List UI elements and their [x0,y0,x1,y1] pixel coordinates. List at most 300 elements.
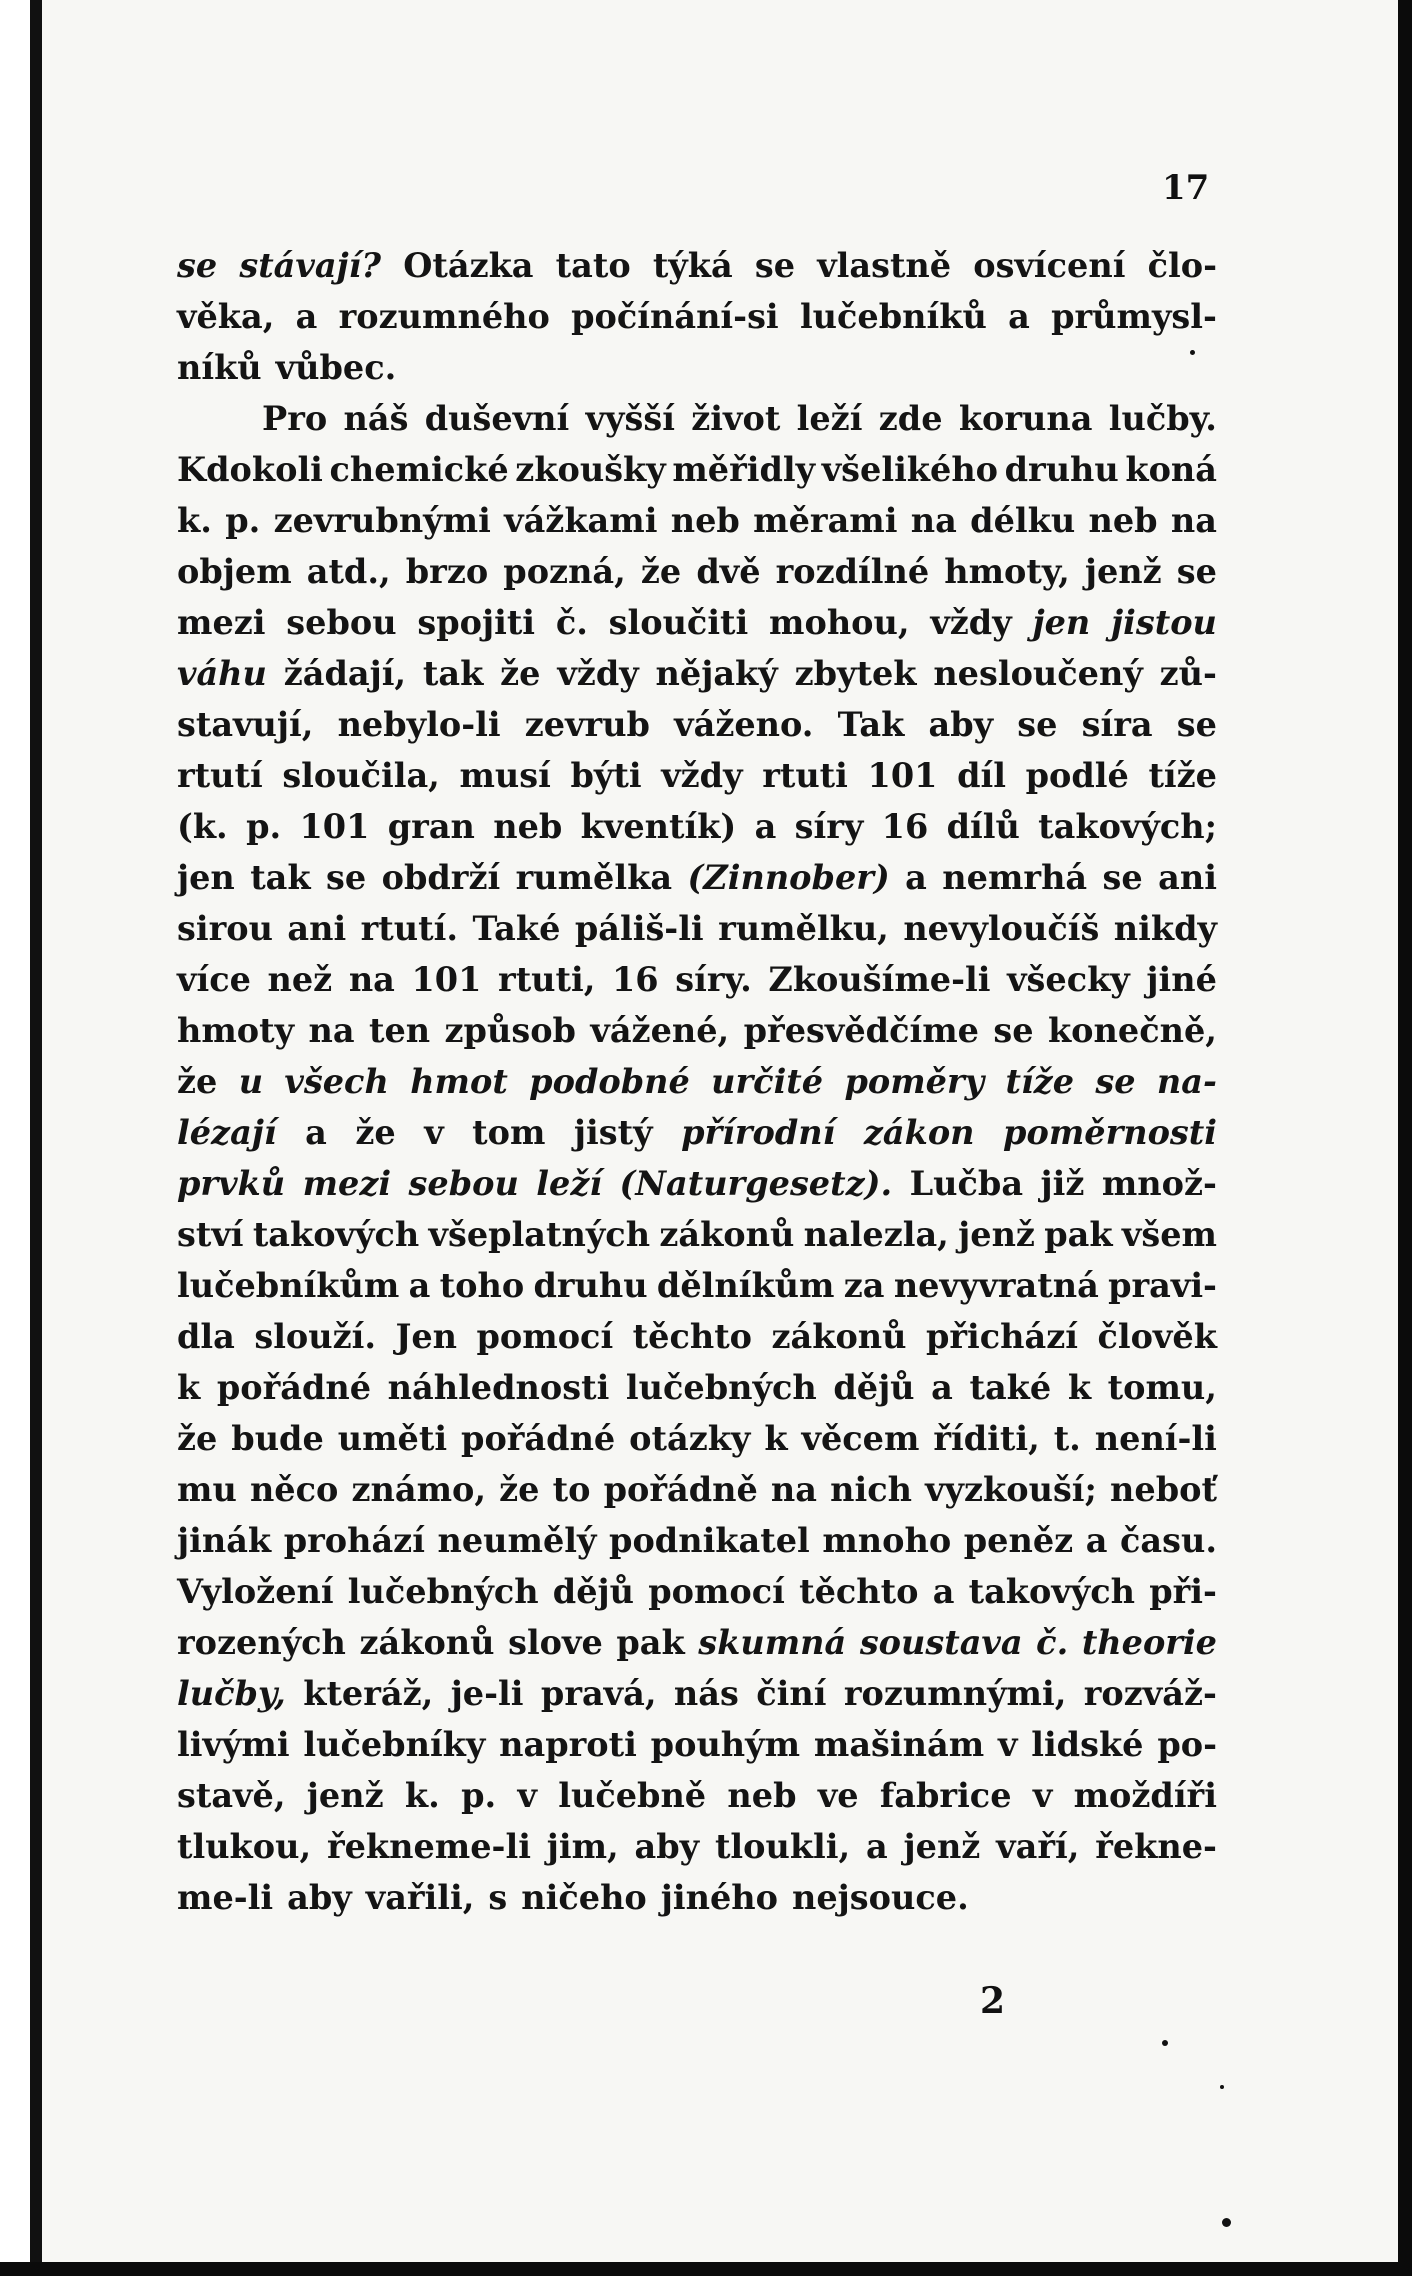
word: pozná, [503,552,626,591]
word: a [1008,297,1030,336]
word: na [1170,501,1217,540]
word: zů- [1159,654,1217,693]
word: se [326,858,367,897]
word: a [905,858,927,897]
word: zákonů [659,1215,795,1254]
text-line [177,1770,1217,1821]
text-line [177,1362,1217,1413]
word: č. [555,603,588,642]
word: a [865,1827,888,1866]
word: takových; [1038,807,1217,846]
word: druhu [533,1266,648,1305]
word: tloukli, [714,1827,851,1866]
word: vážené, [590,1011,730,1050]
word: Kdokoli [177,450,323,489]
text-line [177,1515,1217,1566]
word: duševní [424,399,570,438]
text-line [177,495,1217,546]
signature-mark: 2 [980,1980,1006,2022]
word: je-li [450,1674,524,1713]
word: vůbec. [275,348,397,387]
word: vždy [930,603,1012,642]
word: musí [459,756,551,795]
text-line [177,1719,1217,1770]
word: Také [472,909,561,948]
word: dvě [696,552,761,591]
word: neb [493,807,563,846]
word: poměry [844,1062,985,1101]
word: Tak [837,705,905,744]
word: pomocí [648,1572,785,1611]
word: řekne- [1095,1827,1217,1866]
word: náhlednosti [387,1368,610,1407]
word: že [499,1470,540,1509]
word: tato [555,246,631,285]
word: množ- [1101,1164,1217,1203]
word: ani [287,909,347,948]
word: lučby. [1108,399,1217,438]
word: kventík) [580,807,737,846]
dust-speck [1190,350,1195,355]
word: jenž [958,1215,1035,1254]
word: se [1176,705,1217,744]
word: Vyložení [177,1572,334,1611]
word: osvícení [973,246,1126,285]
word: těchto [799,1572,919,1611]
word: pak [616,1623,685,1662]
word: sebou [286,603,397,642]
word: se [754,246,796,285]
word: takových [968,1572,1136,1611]
word: podobné [529,1062,690,1101]
word: neb [1088,501,1158,540]
word: neb [670,501,740,540]
word: v [997,1725,1018,1764]
word: Jen [395,1317,458,1356]
body-text [177,240,1217,1923]
text-line [177,240,1217,291]
word: tak [422,654,484,693]
text-line [177,1209,1217,1260]
word: nevyloučíš [903,909,1100,948]
word: vážkami [504,501,658,540]
word: těchto [632,1317,753,1356]
word: mnoho [822,1521,952,1560]
word: pořádné [216,1368,372,1407]
word: jen [177,858,235,897]
word: rozumnými, [843,1674,1067,1713]
word: přichází [925,1317,1078,1356]
word: tomu, [1107,1368,1217,1407]
word: že [177,1062,218,1101]
word: mohou, [769,603,910,642]
word: času. [1120,1521,1217,1560]
word: leží [536,1164,603,1203]
word: k [1067,1368,1092,1407]
word: jiné [1146,960,1217,999]
word: známo, [351,1470,487,1509]
word: nebylo-li [337,705,501,744]
word: aby [928,705,994,744]
word: a [931,1368,953,1407]
word: kteráž, [303,1674,434,1713]
word: že [177,1419,218,1458]
text-line [177,648,1217,699]
word: hmoty, [944,552,1070,591]
dust-speck [1220,2085,1224,2089]
word: Lučba [909,1164,1024,1203]
word: objem [177,552,292,591]
word: níků [177,348,262,387]
text-line [177,1260,1217,1311]
text-line [177,903,1217,954]
word: tíže [1005,1062,1075,1101]
word: zevrubnými [273,501,491,540]
word: zkoušky [515,450,666,489]
word: sirou [177,909,273,948]
word: jen [1032,603,1091,642]
word: v [517,1776,537,1815]
word: rtuti [762,756,848,795]
text-line [177,1056,1217,1107]
book-page [42,0,1398,2276]
word: k. [404,1776,440,1815]
word: síry [794,807,864,846]
word: k [764,1419,788,1458]
text-line [177,1311,1217,1362]
word: již [1040,1164,1085,1203]
word: říditi, [933,1419,1040,1458]
word: tak [250,858,311,897]
word: se [1176,552,1217,591]
word: délku [970,501,1076,540]
word: zbytek [794,654,917,693]
word: (k. [177,807,228,846]
page-number: 17 [1162,168,1210,208]
word: měřidly [672,450,816,489]
word: neboť [1110,1470,1217,1509]
word: nalezla, [803,1215,949,1254]
word: uměti [337,1419,448,1458]
word: nemrhá [942,858,1088,897]
word: vařili, [365,1878,475,1917]
word: žádají, [283,654,407,693]
text-line [177,1158,1217,1209]
word: náš [343,399,409,438]
word: jenž [306,1776,384,1815]
word: mezi [302,1164,392,1203]
word: díl [957,756,1006,795]
word: všeplatných [428,1215,651,1254]
word: po- [1157,1725,1217,1764]
word: všelikého [821,450,999,489]
word: jistý [573,1113,653,1152]
word: průmysl- [1051,297,1217,336]
word: nesloučený [933,654,1143,693]
word: Pro [262,399,328,438]
text-line [177,342,1217,393]
word: tíže [1148,756,1217,795]
word: a [408,1266,431,1305]
word: týká [652,246,733,285]
word: nás [673,1674,739,1713]
word: se [1095,1062,1136,1101]
word: na [308,1011,355,1050]
word: není-li [1094,1419,1217,1458]
word: mašinám [813,1725,985,1764]
word: ve [817,1776,859,1815]
text-line [177,1821,1217,1872]
word: nějaký [655,654,778,693]
word: na- [1156,1062,1217,1101]
word: že [500,654,541,693]
word: rozváž- [1083,1674,1217,1713]
word: rozdílné [775,552,930,591]
word: vyzkouší; [925,1470,1097,1509]
word: poměrnosti [1003,1113,1217,1152]
word: sloučila, [282,756,440,795]
word: stavují, [177,705,314,744]
word: lučebných [347,1572,539,1611]
word: se [1017,705,1058,744]
word: prvků [177,1164,286,1203]
word: (Naturgesetz). [619,1164,893,1203]
text-line [177,597,1217,648]
word: mu [177,1470,237,1509]
word: na [910,501,957,540]
word: lučebníky [303,1725,486,1764]
word: všem [1121,1215,1217,1254]
word: člo- [1147,246,1217,285]
word: spojiti [417,603,536,642]
word: podnikatel [609,1521,810,1560]
word: a [754,807,777,846]
word: jim, [546,1827,619,1866]
word: 16 [881,807,929,846]
word: leží [796,399,863,438]
word: počínání-si [571,297,779,336]
word: více [177,960,251,999]
text-line [177,1566,1217,1617]
word: se [993,1011,1034,1050]
word: věcem [801,1419,920,1458]
word: přírodní [681,1113,836,1152]
word: k. [177,501,212,540]
text-line [177,444,1217,495]
word: jinák [177,1521,272,1560]
word: s [488,1878,508,1917]
text-line [177,393,1217,444]
word: zákonů [359,1623,495,1662]
word: sebou [408,1164,519,1203]
word: Zkoušíme-li [768,960,991,999]
text-line [177,546,1217,597]
word: 101 [867,756,938,795]
word: moždíři [1073,1776,1217,1815]
word: dějů [552,1572,635,1611]
word: aby [287,1878,352,1917]
word: v [1032,1776,1053,1815]
word: věka, [177,297,275,336]
word: rtuti, [498,960,596,999]
word: život [691,399,781,438]
word: tom [472,1113,546,1152]
word: t. [1053,1419,1081,1458]
word: lézají [177,1113,277,1152]
scan-bottom-edge [0,2262,1412,2276]
word: hmot [410,1062,508,1101]
word: lidské [1031,1725,1144,1764]
word: soustava [859,1623,1023,1662]
word: všecky [1007,960,1130,999]
word: Otázka [403,246,534,285]
word: dějů [833,1368,915,1407]
word: pořádně [603,1470,758,1509]
word: lučebných [625,1368,817,1407]
word: p. [225,501,261,540]
text-line [177,1413,1217,1464]
word: (Zinnober) [687,858,890,897]
word: jiného [660,1878,778,1917]
word: zákon [863,1113,975,1152]
left-page-edge [30,0,42,2276]
word: pořádné [461,1419,616,1458]
word: dělníkům [656,1266,835,1305]
word: váhu [177,654,267,693]
word: to [552,1470,591,1509]
word: skumná [698,1623,847,1662]
word: p. [461,1776,497,1815]
word: peněz [963,1521,1074,1560]
word: u [238,1062,264,1101]
word: nich [830,1470,912,1509]
word: vyšší [585,399,675,438]
word: fabrice [879,1776,1012,1815]
word: při- [1149,1572,1217,1611]
word: neumělý [437,1521,597,1560]
word: zde [878,399,943,438]
word: síry. [675,960,752,999]
word: tlukou, [177,1827,312,1866]
word: také [969,1368,1052,1407]
text-line [177,954,1217,1005]
word: nikdy [1113,909,1217,948]
text-line [177,1464,1217,1515]
word: chemické [329,450,509,489]
word: jenž [1084,552,1162,591]
text-line [177,1617,1217,1668]
text-line [177,291,1217,342]
word: me-li [177,1878,274,1917]
word: č. [1036,1623,1069,1662]
word: ten [368,1011,431,1050]
text-line [177,852,1217,903]
word: konečně, [1047,1011,1217,1050]
word: všech [284,1062,389,1101]
word: slove [508,1623,603,1662]
word: pak [1044,1215,1113,1254]
word: přesvědčíme [743,1011,979,1050]
word: otázky [629,1419,751,1458]
word: podlé [1025,756,1129,795]
word: a [305,1113,327,1152]
text-line [177,801,1217,852]
word: než [267,960,333,999]
dust-speck [1222,2218,1231,2227]
word: ani [1158,858,1217,897]
word: se [177,246,218,285]
word: zákonů [771,1317,907,1356]
word: dílů [946,807,1020,846]
word: 101 [411,960,482,999]
word: pravá, [540,1674,657,1713]
word: brzo [405,552,489,591]
word: vlastně [817,246,952,285]
word: dla [177,1317,235,1356]
word: pravi- [1108,1266,1217,1305]
word: na [770,1470,817,1509]
word: a [932,1572,955,1611]
word: theorie [1081,1623,1217,1662]
word: a [295,297,318,336]
word: lučebníků [799,297,987,336]
text-line [177,699,1217,750]
word: koruna [958,399,1093,438]
word: činí [756,1674,827,1713]
word: člověk [1097,1317,1217,1356]
word: gran [387,807,475,846]
word: pomocí [476,1317,614,1356]
word: lučby, [177,1674,286,1713]
word: toho [439,1266,525,1305]
word: rozených [177,1623,346,1662]
word: v [424,1113,444,1152]
word: ství [177,1215,244,1254]
word: sloučiti [608,603,749,642]
word: rumělka [515,858,673,897]
word: p. [246,807,282,846]
word: livými [177,1725,290,1764]
word: síra [1081,705,1153,744]
word: se [1102,858,1143,897]
word: lučebně [558,1776,707,1815]
dust-speck [1162,2040,1168,2046]
word: rtutí. [360,909,458,948]
word: vaří, [996,1827,1080,1866]
text-line [177,1668,1217,1719]
word: druhu [1004,450,1119,489]
text-line [177,750,1217,801]
word: způsob [444,1011,576,1050]
word: 16 [612,960,659,999]
word: jenž [903,1827,981,1866]
word: řekneme-li [326,1827,531,1866]
word: jistou [1111,603,1217,642]
word: stávají? [239,246,382,285]
word: lučebníkům [177,1266,400,1305]
word: prohází [283,1521,425,1560]
word: že [640,552,682,591]
word: k [177,1368,201,1407]
text-line [177,1872,1217,1923]
word: 101 [299,807,370,846]
word: koná [1125,450,1217,489]
word: rtutí [177,756,263,795]
word: hmoty [177,1011,295,1050]
word: určité [711,1062,824,1101]
word: rozumného [338,297,550,336]
word: na [348,960,395,999]
